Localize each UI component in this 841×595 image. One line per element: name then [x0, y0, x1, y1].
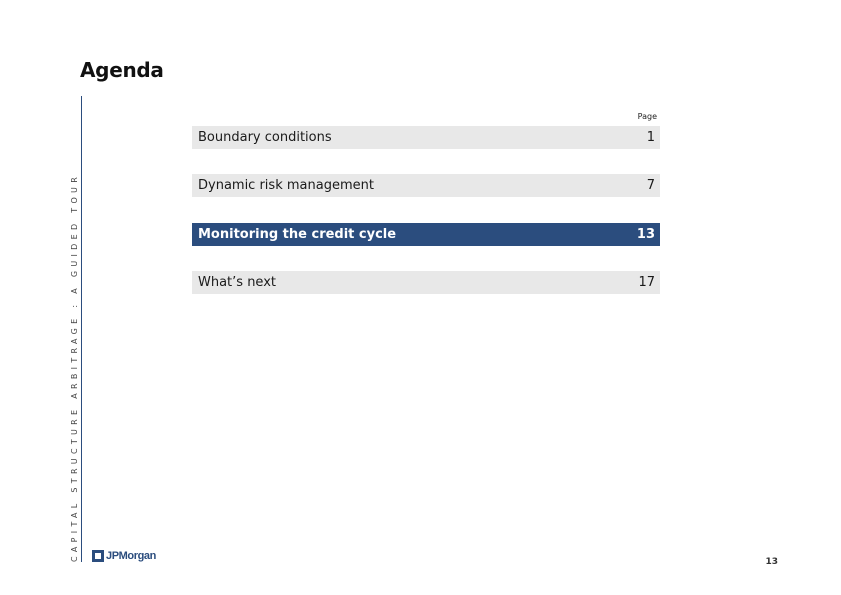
- side-label: CAPITAL STRUCTURE ARBITRAGE : A GUIDED TOUR: [70, 172, 79, 562]
- agenda-item-page: 7: [646, 178, 655, 193]
- agenda-item[interactable]: [192, 126, 660, 149]
- page-title: Agenda: [80, 58, 164, 82]
- agenda-item-page: 17: [638, 275, 655, 290]
- agenda-item-label: What’s next: [198, 275, 276, 290]
- agenda-item[interactable]: [192, 174, 660, 197]
- agenda-item-page: 1: [646, 130, 655, 145]
- agenda-item-page: 13: [636, 227, 655, 242]
- page-number: 13: [765, 557, 778, 567]
- jpmorgan-logo-icon: [91, 549, 105, 563]
- jpmorgan-logo: [91, 546, 156, 566]
- agenda-item-label: Dynamic risk management: [198, 178, 374, 193]
- agenda-item-active[interactable]: [192, 223, 660, 246]
- agenda-item-label: Boundary conditions: [198, 130, 332, 145]
- page-column-header: Page: [637, 112, 657, 121]
- agenda-item-label: Monitoring the credit cycle: [198, 227, 397, 242]
- vertical-divider: [81, 96, 82, 562]
- agenda-item[interactable]: [192, 271, 660, 294]
- logo-wordmark: JPMorgan: [106, 550, 156, 562]
